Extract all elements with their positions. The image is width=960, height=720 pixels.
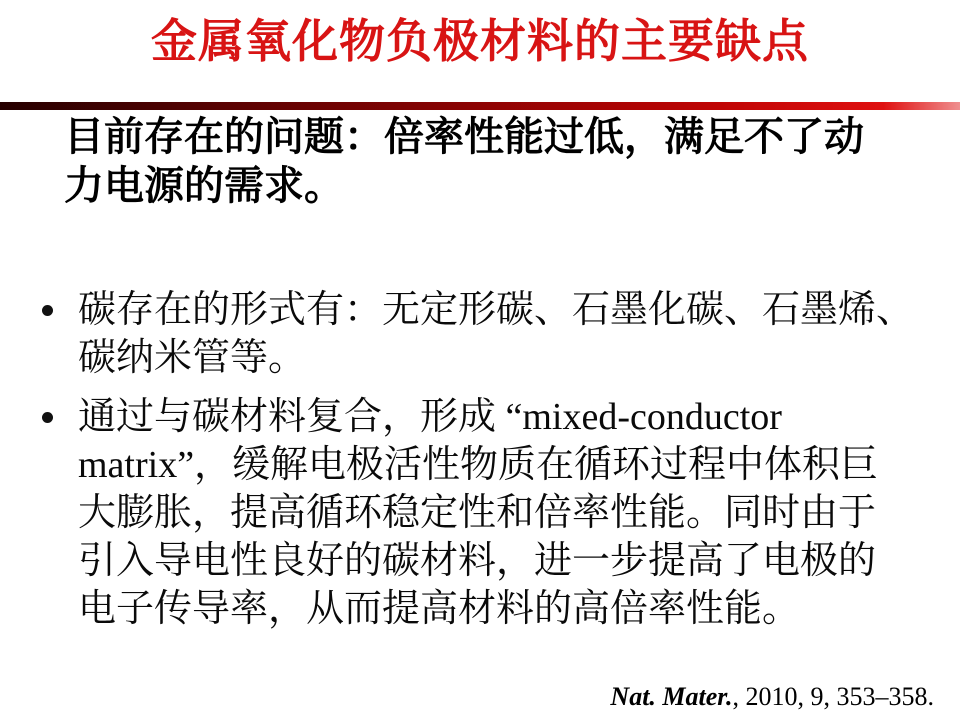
text-line: 电子传导率，从而提高材料的高倍率性能。: [78, 588, 801, 630]
bullet-list: [42, 286, 932, 644]
bullet-text: [78, 393, 878, 633]
text-line: 大膨胀，提高循环稳定性和倍率性能。同时由于: [78, 492, 877, 534]
text-line: 引入导电性良好的碳材料，进一步提高了电极的: [78, 540, 877, 582]
text-line: 通过与碳材料复合，形成 “mixed-conductor: [78, 396, 782, 438]
bullet-dot-icon: [42, 305, 53, 316]
bullet-dot-icon: [42, 412, 53, 423]
title-divider-line: [0, 102, 960, 110]
bullet-text: [78, 286, 914, 382]
bullet-item-carbon-composite: [42, 393, 932, 633]
text-line: 碳存在的形式有：无定形碳、石墨化碳、石墨烯、: [78, 289, 915, 331]
text-line: 力电源的需求。: [64, 163, 344, 208]
bullet-item-carbon-forms: [42, 286, 932, 382]
slide-title: 金属氧化物负极材料的主要缺点: [151, 16, 809, 67]
text-line: matrix”，缓解电极活性物质在循环过程中体积巨: [78, 444, 879, 486]
citation-journal: Nat. Mater.: [610, 682, 733, 711]
text-line: 碳纳米管等。: [78, 337, 307, 379]
problem-statement: [64, 112, 920, 210]
text-line: 目前存在的问题：倍率性能过低，满足不了动: [64, 114, 864, 159]
citation-rest: , 2010, 9, 353–358.: [732, 682, 934, 711]
citation: [610, 682, 934, 712]
